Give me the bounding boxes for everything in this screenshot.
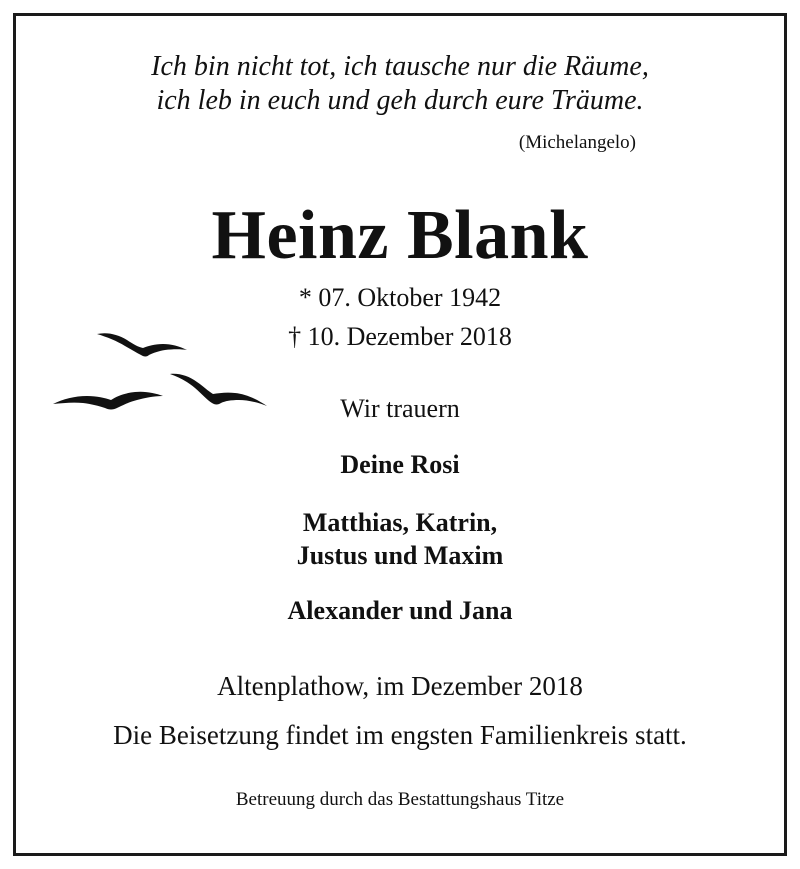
birth-date: * 07. Oktober 1942 bbox=[298, 283, 502, 312]
place-and-date: Altenplathow, im Dezember 2018 bbox=[217, 671, 583, 701]
mourner-line-3: Justus und Maxim bbox=[296, 541, 504, 570]
mourner-line-2: Matthias, Katrin, bbox=[302, 508, 498, 537]
mourning-intro: Wir trauern bbox=[340, 394, 460, 423]
quote-line-1: Ich bin nicht tot, ich tausche nur die Räume, bbox=[151, 51, 649, 82]
death-date: † 10. Dezember 2018 bbox=[288, 322, 512, 351]
burial-note: Die Beisetzung findet im engsten Familienkreis statt. bbox=[113, 720, 687, 750]
quote-attribution: (Michelangelo) bbox=[518, 132, 636, 153]
bird-1 bbox=[97, 333, 187, 356]
mourner-line-1: Deine Rosi bbox=[340, 450, 460, 479]
deceased-name: Heinz Blank bbox=[211, 197, 589, 274]
quote-line-2: ich leb in euch und geh durch eure Träume. bbox=[156, 85, 644, 116]
funeral-service-credit: Betreuung durch das Bestattungshaus Titze bbox=[235, 789, 565, 810]
mourner-line-4: Alexander und Jana bbox=[287, 596, 513, 625]
